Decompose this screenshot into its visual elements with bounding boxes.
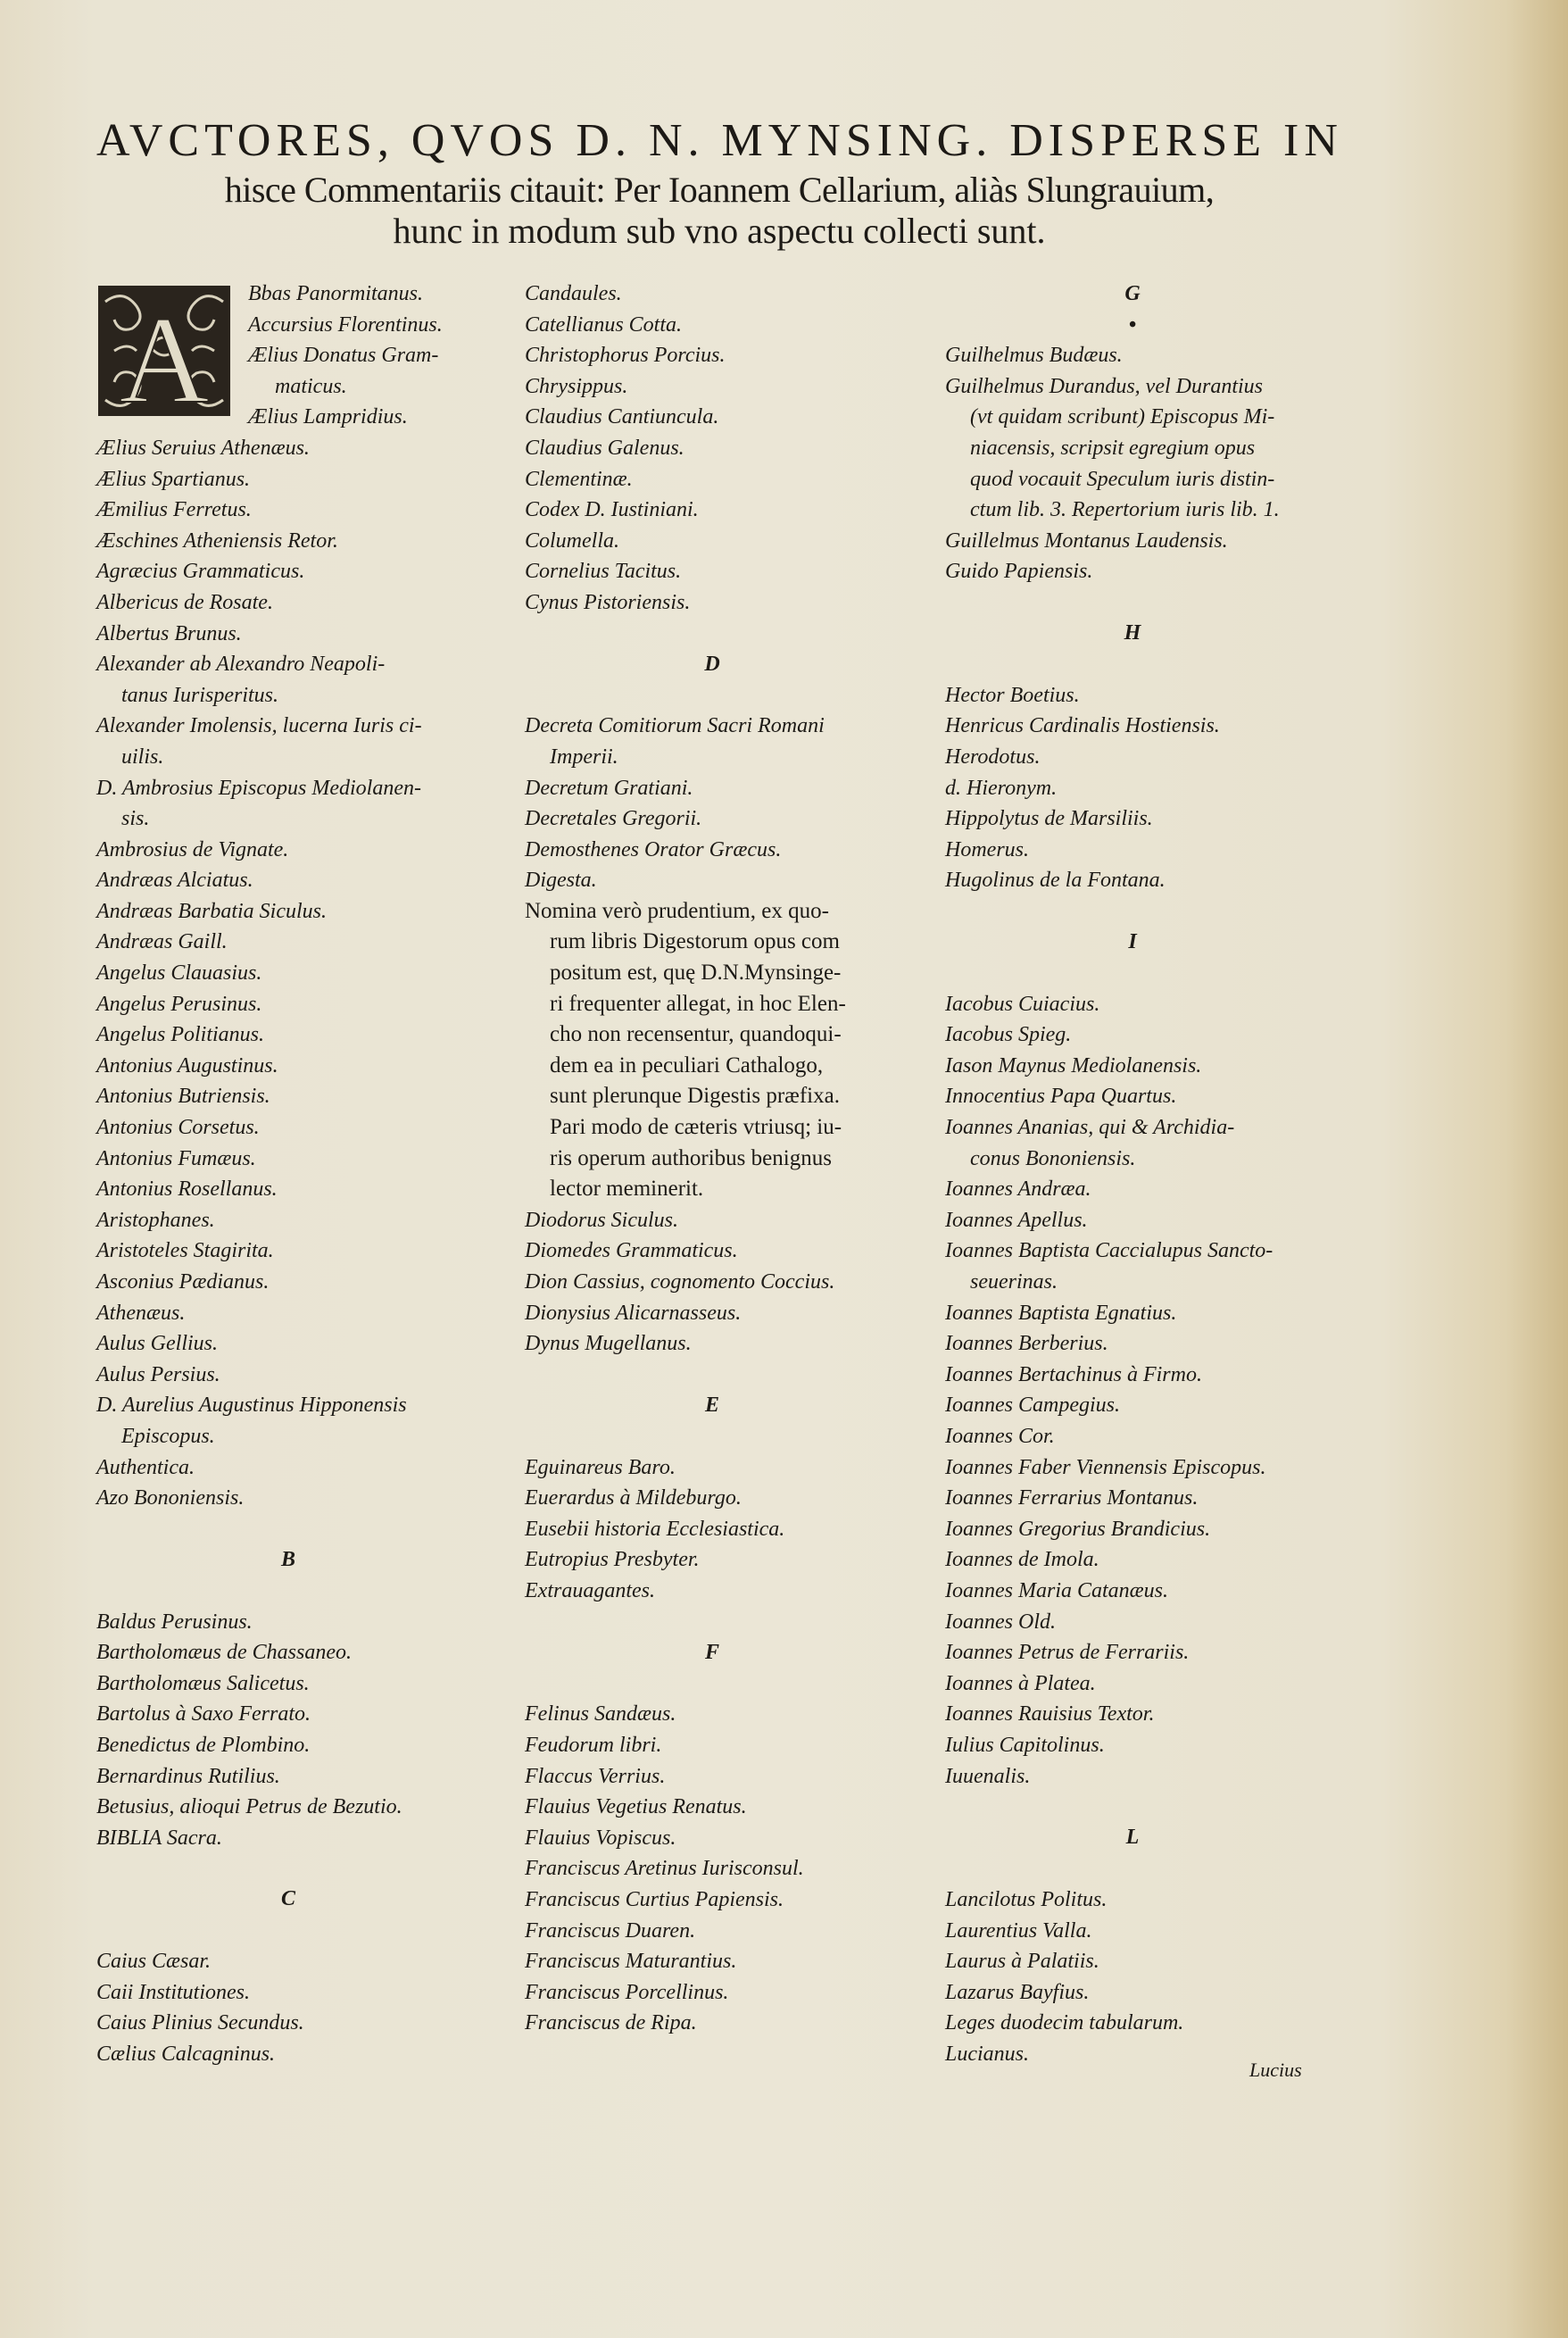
author-entry-line: Flauius Vegetius Renatus. (525, 1795, 747, 1819)
author-entry-line: Homerus. (945, 837, 1029, 861)
author-entry-line: Authentica. (96, 1455, 195, 1479)
author-entry-line: Hippolytus de Marsiliis. (945, 807, 1153, 831)
author-entry-line: Antonius Butriensis. (96, 1085, 270, 1109)
author-entry-line: Benedictus de Plombino. (96, 1733, 311, 1757)
author-entry-line: Felinus Sandæus. (525, 1702, 676, 1726)
author-entry-line: Eutropius Presbyter. (525, 1548, 700, 1572)
author-entry-line: Pari modo de cæteris vtriusq; iu- (550, 1115, 842, 1140)
author-entry-line: Ioannes Bertachinus à Firmo. (945, 1362, 1202, 1386)
author-entry-line: Caius Cæsar. (96, 1950, 212, 1974)
author-entry-line: Dynus Mugellanus. (525, 1332, 692, 1356)
author-entry-line: Leges duodecim tabularum. (945, 2011, 1184, 2035)
author-entry-line: Cornelius Tacitus. (525, 560, 682, 584)
author-entry-line: Franciscus Porcellinus. (525, 1980, 729, 2004)
author-entry-line: Euerardus à Mildeburgo. (525, 1486, 742, 1510)
author-entry-line: Ioannes Cor. (945, 1425, 1055, 1448)
page-subtitle-line-2: hunc in modum sub vno aspectu collecti sunt. (393, 211, 1046, 251)
author-entry-line: Ioannes à Platea. (945, 1671, 1096, 1695)
author-entry-line: Catellianus Cotta. (525, 312, 683, 337)
author-entry-line: Antonius Rosellanus. (96, 1177, 278, 1202)
author-column-3 (945, 279, 1356, 2069)
author-entry-line: Ioannes Maria Catanæus. (945, 1578, 1169, 1602)
author-entry-line: Ioannes Baptista Egnatius. (945, 1301, 1177, 1325)
author-entry-line: Cælius Calcagninus. (96, 2042, 276, 2066)
author-entry-line: Franciscus Maturantius. (525, 1950, 737, 1974)
author-entry-line: Decretales Gregorii. (525, 807, 702, 831)
author-entry-line: Diomedes Grammaticus. (525, 1239, 738, 1263)
author-entry-line: Bartholomæus de Chassaneo. (96, 1641, 353, 1665)
author-entry-line: lector meminerit. (550, 1177, 704, 1202)
author-entry-line: maticus. (275, 374, 347, 398)
author-entry-line: Ioannes Faber Viennensis Episcopus. (945, 1455, 1266, 1479)
author-entry-line: Caii Institutiones. (96, 1980, 251, 2004)
author-entry-line: Herodotus. (945, 745, 1041, 769)
author-entry-line: sunt plerunque Digestis præfixa. (550, 1084, 840, 1109)
author-entry-line: Aristophanes. (96, 1208, 215, 1232)
author-entry-line: uilis. (121, 745, 164, 769)
author-entry-line: Æmilius Ferretus. (96, 498, 252, 522)
author-entry-line: Ioannes Ananias, qui & Archidia- (945, 1116, 1235, 1140)
author-entry-line: Bartolus à Saxo Ferrato. (96, 1702, 311, 1726)
author-entry-line: Antonius Augustinus. (96, 1053, 278, 1077)
author-entry-line: D. Aurelius Augustinus Hipponensis (96, 1394, 407, 1418)
author-entry-line: Andræas Gaill. (96, 930, 228, 954)
author-entry-line: Ambrosius de Vignate. (96, 837, 289, 861)
author-entry-line: Lucianus. (945, 2042, 1030, 2066)
author-entry-line: Claudius Galenus. (525, 436, 684, 460)
author-entry-line: Bbas Panormitanus. (248, 282, 424, 305)
author-entry-line: Ioannes Old. (945, 1610, 1056, 1634)
author-entry-line: conus Bononiensis. (970, 1146, 1136, 1170)
author-entry-line: Feudorum libri. (525, 1733, 662, 1757)
author-entry-line: Ioannes Petrus de Ferrariis. (945, 1641, 1190, 1665)
section-letter-heading: I (1128, 929, 1137, 953)
author-entry-line: Hector Boetius. (945, 683, 1080, 707)
author-entry-line: Flauius Vopiscus. (525, 1826, 676, 1850)
author-entry-line: Aulus Persius. (96, 1362, 220, 1386)
page-title: AVCTORES, QVOS D. N. MYNSING. DISPERSE IN (96, 115, 1343, 166)
author-entry-line: positum est, quę D.N.Mynsinge- (550, 961, 842, 986)
author-entry-line: Iacobus Spieg. (945, 1023, 1072, 1047)
author-entry-line: BIBLIA Sacra. (96, 1826, 222, 1850)
author-entry-line: Laurentius Valla. (945, 1918, 1092, 1943)
author-entry-line: Laurus à Palatiis. (945, 1950, 1099, 1974)
author-entry-line: Ælius Lampridius. (248, 405, 408, 429)
author-column-2 (525, 279, 935, 2039)
page-subtitle-line-1: hisce Commentariis citauit: Per Ioannem Cellarium, aliàs Slungrauium, (224, 170, 1215, 210)
author-entry-line: Ioannes de Imola. (945, 1548, 1099, 1572)
author-entry-line: Betusius, alioqui Petrus de Bezutio. (96, 1795, 402, 1819)
author-entry-line: Aristoteles Stagirita. (96, 1239, 274, 1263)
section-letter-heading: D (704, 652, 720, 676)
section-letter-heading: F (704, 1640, 719, 1664)
author-entry-line: Ioannes Andræa. (945, 1177, 1091, 1202)
author-entry-line: Angelus Politianus. (96, 1023, 264, 1047)
author-entry-line: Dion Cassius, cognomento Coccius. (525, 1270, 835, 1294)
author-entry-line: Ælius Donatus Gram- (248, 344, 439, 368)
author-entry-line: Hugolinus de la Fontana. (945, 869, 1166, 893)
author-entry-line: Codex D. Iustiniani. (525, 498, 699, 522)
author-entry-line: Antonius Corsetus. (96, 1116, 260, 1140)
author-entry-line: Athenæus. (96, 1301, 186, 1325)
section-letter-heading: C (280, 1887, 295, 1911)
author-entry-line: quod vocauit Speculum iuris distin- (970, 467, 1275, 491)
author-entry-line: Ioannes Apellus. (945, 1208, 1088, 1232)
author-entry-line: Alexander Imolensis, lucerna Iuris ci- (96, 714, 422, 738)
author-entry-line: sis. (121, 807, 150, 831)
author-entry-line: Agræcius Grammaticus. (96, 560, 305, 584)
author-entry-line: Claudius Cantiuncula. (525, 405, 719, 429)
author-entry-line: Henricus Cardinalis Hostiensis. (945, 714, 1220, 738)
author-entry-line: Decretum Gratiani. (525, 776, 693, 800)
author-entry-line: Decreta Comitiorum Sacri Romani (525, 714, 825, 738)
author-entry-line: seuerinas. (970, 1270, 1058, 1294)
author-entry-line: Guilhelmus Durandus, vel Durantius (945, 374, 1263, 398)
author-entry-line: Imperii. (550, 745, 618, 769)
author-entry-line: ris operum authoribus benignus (550, 1145, 832, 1170)
author-entry-line: ri frequenter allegat, in hoc Elen- (550, 991, 846, 1016)
author-entry-line: Chrysippus. (525, 374, 628, 398)
author-entry-line: rum libris Digestorum opus com (550, 929, 840, 954)
author-entry-line: Iuuenalis. (945, 1764, 1031, 1788)
author-entry-line: (vt quidam scribunt) Episcopus Mi- (970, 405, 1275, 429)
author-entry-line: Andræas Alciatus. (96, 869, 253, 893)
author-entry-line: Ælius Seruius Athenæus. (96, 436, 310, 460)
author-entry-line: Bernardinus Rutilius. (96, 1764, 280, 1788)
author-column-1 (96, 279, 516, 2069)
author-entry-line: Franciscus Aretinus Iurisconsul. (525, 1857, 804, 1881)
author-entry-line: Andræas Barbatia Siculus. (96, 899, 328, 923)
author-entry-line: dem ea in peculiari Cathalogo, (550, 1053, 824, 1077)
author-entry-line: Clementinæ. (525, 467, 633, 491)
author-entry-line: Accursius Florentinus. (248, 312, 443, 337)
section-letter-heading: G (1124, 282, 1141, 305)
catchword: Lucius (1249, 2059, 1302, 2081)
author-entry-line: Franciscus Duaren. (525, 1918, 696, 1943)
section-letter-heading: • (1128, 312, 1137, 337)
author-entry-line: Alexander ab Alexandro Neapoli- (96, 653, 386, 677)
author-entry-line: Innocentius Papa Quartus. (945, 1085, 1177, 1109)
author-entry-line: Ælius Spartianus. (96, 467, 251, 491)
author-entry-line: Ioannes Baptista Caccialupus Sancto- (945, 1239, 1273, 1263)
author-entry-line: cho non recensentur, quandoqui- (550, 1022, 842, 1047)
drop-cap-letter: A (119, 291, 210, 418)
author-entry-line: Ioannes Rauisius Textor. (945, 1702, 1155, 1726)
author-entry-line: Extrauagantes. (525, 1578, 655, 1602)
author-entry-line: Ioannes Campegius. (945, 1394, 1120, 1418)
author-entry-line: Flaccus Verrius. (525, 1764, 666, 1788)
author-entry-line: Baldus Perusinus. (96, 1610, 253, 1634)
author-entry-line: Azo Bononiensis. (96, 1486, 245, 1510)
author-entry-line: Franciscus de Ripa. (525, 2011, 697, 2035)
author-entry-line: tanus Iurisperitus. (121, 683, 279, 707)
author-entry-line: Candaules. (525, 282, 622, 305)
author-entry-line: Dionysius Alicarnasseus. (525, 1301, 742, 1325)
author-entry-line: Iulius Capitolinus. (945, 1733, 1105, 1757)
author-entry-line: Antonius Fumæus. (96, 1146, 256, 1170)
author-entry-line: Franciscus Curtius Papiensis. (525, 1887, 784, 1911)
author-entry-line: Ioannes Berberius. (945, 1332, 1108, 1356)
author-entry-line: Christophorus Porcius. (525, 344, 726, 368)
author-entry-line: Æschines Atheniensis Retor. (96, 528, 338, 553)
author-entry-line: Columella. (525, 528, 619, 553)
author-entry-line: d. Hieronym. (945, 776, 1058, 800)
author-entry-line: Asconius Pædianus. (96, 1270, 270, 1294)
author-entry-line: Angelus Perusinus. (96, 992, 262, 1016)
author-entry-line: Eguinareus Baro. (525, 1455, 676, 1479)
author-entry-line: Ioannes Ferrarius Montanus. (945, 1486, 1199, 1510)
author-entry-line: Nomina verò prudentium, ex quo- (525, 898, 829, 923)
author-entry-line: Diodorus Siculus. (525, 1208, 679, 1232)
author-entry-line: Iason Maynus Mediolanensis. (945, 1053, 1202, 1077)
author-entry-line: Bartholomæus Salicetus. (96, 1671, 310, 1695)
author-entry-line: Demosthenes Orator Græcus. (525, 837, 782, 861)
author-entry-line: Aulus Gellius. (96, 1332, 218, 1356)
author-entry-line: Albertus Brunus. (96, 621, 242, 645)
author-entry-line: Lancilotus Politus. (945, 1887, 1108, 1911)
author-entry-line: Iacobus Cuiacius. (945, 992, 1100, 1016)
author-entry-line: Ioannes Gregorius Brandicius. (945, 1517, 1211, 1541)
author-entry-line: Angelus Clauasius. (96, 961, 262, 986)
author-entry-line: Cynus Pistoriensis. (525, 590, 691, 614)
author-entry-line: Guido Papiensis. (945, 560, 1093, 584)
author-entry-line: ctum lib. 3. Repertorium iuris lib. 1. (970, 498, 1280, 522)
author-entry-line: Caius Plinius Secundus. (96, 2011, 304, 2035)
author-entry-line: Episcopus. (121, 1424, 215, 1448)
author-entry-line: Guilhelmus Budæus. (945, 344, 1123, 368)
author-entry-line: Eusebii historia Ecclesiastica. (525, 1517, 785, 1541)
author-entry-line: Digesta. (525, 869, 597, 893)
section-letter-heading: E (704, 1393, 719, 1417)
author-entry-line: Guillelmus Montanus Laudensis. (945, 528, 1228, 553)
author-entry-line: D. Ambrosius Episcopus Mediolanen- (96, 776, 421, 800)
author-entry-line: Albericus de Rosate. (96, 590, 273, 614)
section-letter-heading: L (1125, 1826, 1140, 1850)
section-letter-heading: H (1124, 620, 1141, 645)
author-entry-line: niacensis, scripsit egregium opus (970, 436, 1256, 460)
section-letter-heading: B (280, 1547, 295, 1571)
author-entry-line: Lazarus Bayfius. (945, 1980, 1090, 2004)
